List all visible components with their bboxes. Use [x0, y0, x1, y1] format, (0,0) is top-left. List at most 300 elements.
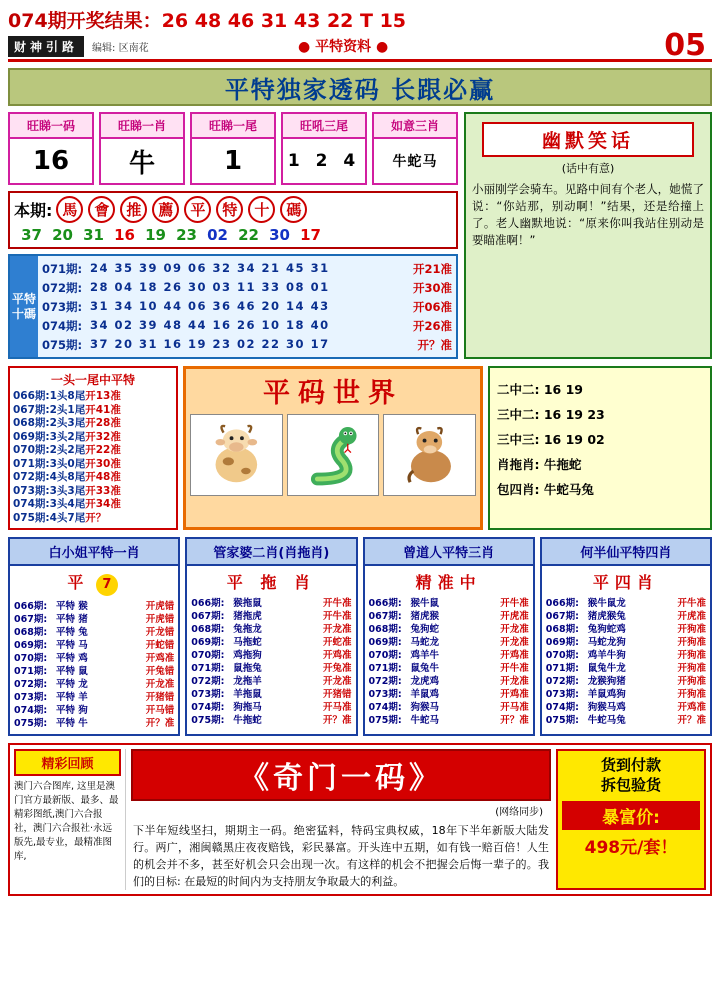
- forecast-pick: 鸡拖狗: [233, 650, 262, 661]
- main-banner: [8, 68, 712, 106]
- period-number: 19: [145, 226, 166, 244]
- forecast-result: 开虎错: [145, 601, 175, 612]
- forecast-column-title: 管家婆二肖(肖拖肖): [187, 539, 355, 566]
- forecast-row: [546, 675, 706, 688]
- head-tail-period: 067期:2头1尾: [13, 403, 86, 416]
- page-number: 05: [664, 28, 706, 63]
- forecast-period: 066期:: [191, 598, 225, 609]
- forecast-result: 开马准: [500, 702, 529, 713]
- ten-codes-result: 开21准: [412, 261, 452, 276]
- forecast-period: 066期:: [14, 601, 48, 612]
- forecast-pick: 马蛇龙: [410, 637, 440, 648]
- forecast-result: 开牛准: [322, 598, 352, 609]
- ten-codes-sequence: 34 02 39 48 44 16 26 10 18 40: [90, 317, 330, 332]
- forecast-result: 开龙准: [145, 679, 175, 690]
- forecast-sub-text: 平四肖: [592, 573, 659, 592]
- combo-tips-panel: [488, 366, 712, 530]
- forecast-period: 072期:: [545, 676, 579, 687]
- ten-codes-result: 开30准: [412, 280, 452, 295]
- forecast-pick: 羊拖鼠: [233, 689, 262, 700]
- forecast-result: 开狗准: [677, 663, 706, 674]
- circle-char: 平: [184, 196, 211, 223]
- forecast-row: [546, 597, 706, 610]
- forecast-row: [14, 652, 174, 665]
- ten-codes-sequence: 31 34 10 44 06 36 46 20 14 43: [90, 298, 330, 313]
- forecast-pick: 牛拖蛇: [233, 715, 262, 726]
- forecast-row: [369, 675, 529, 688]
- tipbox-code: [8, 112, 94, 185]
- combo-tip-line: 三中二: 16 19 23: [497, 407, 605, 422]
- forecast-row: [546, 701, 706, 714]
- forecast-result: 开龙准: [500, 624, 529, 635]
- forecast-period: 074期:: [191, 702, 225, 713]
- tipbox-zodiac: [99, 112, 185, 185]
- circle-char: 推: [120, 196, 147, 223]
- forecast-result: 开牛准: [677, 598, 706, 609]
- ten-codes-sequence: 24 35 39 09 06 32 34 21 45 31: [90, 260, 330, 275]
- forecast-result: 开兔错: [145, 666, 175, 677]
- header-subtitle: ● 平特资料 ●: [298, 39, 389, 55]
- forecast-pick: 平特 牛: [56, 718, 88, 729]
- ten-codes-row: [42, 335, 452, 354]
- ad-title: 《奇门一码》: [131, 749, 551, 801]
- snake-illustration: [287, 414, 380, 496]
- forecast-result: 开？准: [500, 715, 529, 726]
- circle-char: 特: [216, 196, 243, 223]
- forecast-row: [191, 688, 351, 701]
- forecast-row: [546, 662, 706, 675]
- draw-result-title: [8, 6, 712, 33]
- forecast-pick: 羊鼠鸡: [410, 689, 440, 700]
- forecast-period: 073期:: [368, 689, 402, 700]
- forecast-row: [14, 665, 174, 678]
- head-tail-row: [13, 431, 173, 445]
- forecast-period: 071期:: [545, 663, 579, 674]
- head-tail-row: [13, 471, 173, 485]
- ten-codes-sequence: 28 04 18 26 30 03 11 33 08 01: [90, 279, 330, 294]
- forecast-column-zengdaoren: [363, 537, 535, 736]
- humor-subtitle: (话中有意): [561, 162, 615, 175]
- head-tail-row: [13, 498, 173, 512]
- forecast-pick: 龙虎鸡: [410, 676, 440, 687]
- head-tail-period: 072期:4头8尾: [13, 471, 86, 483]
- forecast-row: [191, 636, 351, 649]
- head-tail-row: [13, 485, 173, 499]
- humor-title: 幽默笑话: [482, 122, 694, 157]
- forecast-period: 067期:: [14, 614, 48, 625]
- forecast-column-hebanxian: [540, 537, 712, 736]
- forecast-pick: 鼠拖兔: [233, 663, 262, 674]
- forecast-period: 067期:: [368, 611, 402, 622]
- forecast-columns: [8, 537, 712, 736]
- ten-codes-row: [42, 297, 452, 316]
- tipbox-three-zodiac-value: 牛蛇马: [392, 154, 438, 170]
- forecast-sub-text: 平 拖 肖: [226, 573, 316, 592]
- forecast-period: 073期:: [191, 689, 225, 700]
- humor-text: 小丽刚学会骑车。见路中间有个老人，她慌了说：“你站那，别动啊！”结果，还是给撞上了。老人幽默地说：“原来你叫我站住别动是要瞄准啊！”: [472, 182, 704, 247]
- period-number: 31: [83, 226, 104, 244]
- head-tail-title: 一头一尾中平特: [50, 373, 135, 387]
- forecast-period: 068期:: [545, 624, 579, 635]
- forecast-column-sub: [187, 566, 355, 595]
- forecast-column-title: 何半仙平特四肖: [542, 539, 710, 566]
- forecast-pick: 平特 鼠: [56, 666, 88, 677]
- tipbox-tail: [190, 112, 276, 185]
- forecast-row: [369, 688, 529, 701]
- main-banner-text: 平特独家透码 长跟必赢: [224, 75, 496, 104]
- forecast-result: 开鸡准: [500, 650, 529, 661]
- head-tail-result: 开32准: [85, 430, 121, 443]
- current-period-label: 本期:: [14, 201, 53, 220]
- head-tail-panel: [8, 366, 178, 530]
- forecast-period: 070期:: [14, 653, 48, 664]
- forecast-row: [191, 675, 351, 688]
- head-tail-result: 开41准: [85, 403, 121, 416]
- forecast-pick: 狗猴马: [410, 702, 440, 713]
- forecast-result: 开牛准: [500, 598, 529, 609]
- forecast-row: [14, 613, 174, 626]
- forecast-result: 开？准: [145, 718, 175, 729]
- forecast-pick: 鼠兔牛龙: [587, 663, 626, 674]
- forecast-result: 开鸡准: [677, 702, 706, 713]
- ad-delivery-line-2: 拆包验货: [600, 776, 661, 794]
- ten-codes-panel: [8, 254, 458, 359]
- head-tail-result: 开33准: [85, 484, 121, 497]
- forecast-row: [14, 717, 174, 730]
- forecast-row: [369, 636, 529, 649]
- forecast-result: 开龙错: [145, 627, 175, 638]
- forecast-pick: 牛蛇马: [410, 715, 440, 726]
- forecast-period: 071期:: [191, 663, 225, 674]
- ad-subtitle: (网络同步): [495, 807, 543, 818]
- forecast-column-sub: [365, 566, 533, 595]
- forecast-row: [546, 623, 706, 636]
- forecast-result: 开？准: [677, 715, 706, 726]
- forecast-row: [14, 678, 174, 691]
- head-tail-result: 开22准: [85, 444, 121, 456]
- forecast-pick: 平特 羊: [56, 692, 88, 703]
- forecast-result: 开鸡准: [145, 653, 175, 664]
- forecast-column-baixiaojie: [8, 537, 180, 736]
- head-tail-row: [13, 390, 173, 404]
- editor-label: 编辑: 区南花: [92, 43, 149, 54]
- forecast-column-guanjiapo: [185, 537, 357, 736]
- tipbox-three-tails-head: 旺吼三尾: [283, 114, 365, 139]
- forecast-result: 开龙准: [322, 624, 352, 635]
- forecast-pick: 兔拖龙: [233, 624, 262, 635]
- ten-codes-sequence: 37 20 31 16 19 23 02 22 30 17: [90, 336, 330, 351]
- forecast-row: [14, 626, 174, 639]
- forecast-period: 074期:: [368, 702, 402, 713]
- forecast-list: [10, 598, 178, 734]
- ad-price-label: 暴富价:: [562, 801, 700, 830]
- draw-result-numbers: 26 48 46 31 43 22 T 15: [161, 10, 407, 32]
- ten-codes-period: 072期:: [42, 280, 83, 295]
- forecast-period: 075期:: [368, 715, 402, 726]
- forecast-period: 067期:: [191, 611, 225, 622]
- forecast-result: 开兔准: [322, 663, 352, 674]
- middle-section: [8, 366, 712, 530]
- forecast-period: 069期:: [14, 640, 48, 651]
- forecast-period: 072期:: [14, 679, 48, 690]
- ten-codes-result: 开？准: [417, 337, 452, 352]
- pingma-world-panel: [183, 366, 483, 530]
- head-tail-result: 开48准: [85, 471, 121, 483]
- forecast-pick: 兔狗蛇鸡: [587, 624, 626, 635]
- tipbox-three-zodiac: [372, 112, 458, 185]
- forecast-result: 开牛准: [500, 663, 529, 674]
- forecast-row: [546, 610, 706, 623]
- forecast-row: [191, 701, 351, 714]
- forecast-pick: 平特 鸡: [56, 653, 88, 664]
- forecast-row: [546, 636, 706, 649]
- forecast-pick: 龙拖羊: [233, 676, 262, 687]
- ten-codes-period: 074期:: [42, 318, 83, 333]
- forecast-row: [369, 649, 529, 662]
- forecast-result: 开牛准: [322, 611, 352, 622]
- head-tail-period: 075期:4头7尾: [13, 511, 86, 524]
- forecast-row: [14, 704, 174, 717]
- forecast-pick: 平特 狗: [56, 705, 88, 716]
- pingma-world-images: [186, 410, 480, 500]
- forecast-period: 072期:: [368, 676, 402, 687]
- tipbox-three-tails-value: 1 2 4: [287, 151, 361, 171]
- forecast-result: 开龙准: [500, 637, 529, 648]
- forecast-period: 070期:: [191, 650, 225, 661]
- forecast-period: 066期:: [545, 598, 579, 609]
- period-number: 17: [300, 226, 321, 244]
- circle-char: 十: [248, 196, 275, 223]
- cow-illustration: [190, 414, 283, 496]
- forecast-column-title: 曾道人平特三肖: [365, 539, 533, 566]
- ten-codes-result: 开26准: [412, 318, 452, 333]
- ten-codes-side-label: 平特十碼: [10, 256, 38, 357]
- tipbox-tail-value: 1: [223, 146, 243, 176]
- forecast-row: [369, 714, 529, 727]
- forecast-pick: 猴牛鼠龙: [587, 598, 626, 609]
- forecast-row: [191, 623, 351, 636]
- head-tail-period: 071期:3头0尾: [13, 457, 86, 470]
- forecast-result: 开鸡准: [322, 650, 352, 661]
- period-number: 37: [21, 226, 42, 244]
- forecast-period: 071期:: [14, 666, 48, 677]
- forecast-row: [369, 610, 529, 623]
- forecast-pick: 马拖蛇: [233, 637, 262, 648]
- bottom-ad-section: [8, 743, 712, 896]
- forecast-result: 开龙准: [322, 676, 352, 687]
- forecast-pick: 平特 兔: [56, 627, 88, 638]
- humor-column: [464, 112, 712, 359]
- ten-codes-row: [42, 316, 452, 335]
- tipbox-three-tails: [281, 112, 367, 185]
- forecast-result: 开蛇准: [322, 637, 352, 648]
- forecast-pick: 猪拖虎: [233, 611, 262, 622]
- head-tail-row: [13, 444, 173, 458]
- forecast-result: 开马准: [322, 702, 352, 713]
- forecast-row: [14, 639, 174, 652]
- forecast-row: [191, 649, 351, 662]
- ad-price-panel: [556, 749, 706, 890]
- combo-tip-line: 二中二: 16 19: [497, 382, 583, 397]
- forecast-row: [369, 623, 529, 636]
- horse-illustration: [383, 414, 476, 496]
- ad-price-value: 498元/套！: [584, 838, 678, 858]
- forecast-row: [546, 688, 706, 701]
- head-tail-period: 074期:3头4尾: [13, 498, 86, 510]
- forecast-pick: 龙猴狗猪: [587, 676, 626, 687]
- period-number: 16: [114, 226, 135, 244]
- ten-codes-period: 073期:: [42, 299, 83, 314]
- forecast-row: [369, 662, 529, 675]
- ten-codes-row: [42, 259, 452, 278]
- forecast-pick: 猪虎猴: [410, 611, 440, 622]
- ad-body-text: 下半年短线坚扫，期期主一码。绝密猛料，特码宝典权威，18年下半年新版大陆发行。两广，湘闽赣黑庄夜夜赔钱，彩民暴富。开头连中五期，如有钱一赔百倍！人生的机会并不多，甚至好机会只会出现一次。有这样的机会不把握会后悔一辈子的。我们的目标: 在最短的时间内为支持朋友争取最大的利益。: [133, 824, 549, 888]
- forecast-pick: 鼠兔牛: [410, 663, 440, 674]
- forecast-pick: 平特 马: [56, 640, 88, 651]
- head-tail-result: 开？: [85, 511, 107, 524]
- ten-codes-period: 075期:: [42, 337, 83, 352]
- head-tail-row: [13, 404, 173, 418]
- forecast-period: 075期:: [14, 718, 48, 729]
- head-tail-result: 开28准: [85, 417, 121, 429]
- head-tail-row: [13, 458, 173, 472]
- forecast-pick: 猴拖鼠: [233, 598, 262, 609]
- review-text: 澳门六合图库, 这里是澳门官方最新版、最多、最精彩图纸,澳门六合报社，澳门六合报社·永远版先,最专业，最精准图库,: [14, 781, 119, 862]
- forecast-pick: 平特 猴: [56, 601, 88, 612]
- forecast-pick: 马蛇龙狗: [587, 637, 626, 648]
- forecast-pick: 鸡羊牛: [410, 650, 440, 661]
- brand-logo: 财神引路: [8, 36, 84, 57]
- current-period-circles-row: [14, 196, 452, 223]
- forecast-pick: 狗拖马: [233, 702, 262, 713]
- forecast-result: 开猪错: [145, 692, 175, 703]
- period-number: 30: [269, 226, 290, 244]
- current-period-numbers: [14, 226, 452, 244]
- tipbox-three-zodiac-head: 如意三肖: [374, 114, 456, 139]
- humor-panel: [464, 112, 712, 359]
- pingma-world-title: 平码世界: [263, 378, 403, 409]
- forecast-column-title: 白小姐平特一肖: [10, 539, 178, 566]
- forecast-period: 067期:: [545, 611, 579, 622]
- tipbox-zodiac-value: 牛: [128, 148, 155, 179]
- head-tail-period: 073期:3头3尾: [13, 484, 86, 497]
- forecast-row: [14, 691, 174, 704]
- forecast-period: 075期:: [191, 715, 225, 726]
- tipbox-tail-head: 旺睇一尾: [192, 114, 274, 139]
- forecast-result: 开狗准: [677, 637, 706, 648]
- left-column: [8, 112, 458, 359]
- forecast-period: 068期:: [14, 627, 48, 638]
- circle-char: 碼: [280, 196, 307, 223]
- forecast-list: [365, 595, 533, 731]
- forecast-row: [369, 597, 529, 610]
- page-header: [8, 6, 712, 62]
- forecast-period: 068期:: [191, 624, 225, 635]
- forecast-result: 开狗准: [677, 624, 706, 635]
- tipbox-code-value: 16: [32, 146, 70, 176]
- forecast-result: 开？准: [322, 715, 352, 726]
- forecast-row: [191, 597, 351, 610]
- forecast-pick: 鸡羊牛狗: [587, 650, 626, 661]
- period-number: 02: [207, 226, 228, 244]
- forecast-period: 069期:: [545, 637, 579, 648]
- forecast-period: 066期:: [368, 598, 402, 609]
- forecast-row: [546, 714, 706, 727]
- head-tail-period: 068期:2头3尾: [13, 417, 86, 429]
- review-panel: [14, 749, 126, 890]
- forecast-period: 068期:: [368, 624, 402, 635]
- forecast-row: [191, 610, 351, 623]
- ten-codes-period: 071期:: [42, 261, 83, 276]
- forecast-result: 开虎错: [145, 614, 175, 625]
- forecast-row: [14, 600, 174, 613]
- ad-delivery-line-1: 货到付款: [600, 756, 661, 774]
- tipbox-zodiac-head: 旺睇一肖: [101, 114, 183, 139]
- combo-tip-line: 包四肖: 牛蛇马兔: [497, 482, 594, 497]
- forecast-result: 开蛇错: [145, 640, 175, 651]
- forecast-pick: 猴牛鼠: [410, 598, 440, 609]
- forecast-list: [542, 595, 710, 731]
- forecast-period: 075期:: [545, 715, 579, 726]
- forecast-pick: 羊鼠鸡狗: [587, 689, 626, 700]
- tipbox-group: [8, 112, 458, 185]
- forecast-result: 开虎准: [500, 611, 529, 622]
- forecast-sub-ball: 7: [96, 574, 118, 596]
- combo-tip-line: 肖拖肖: 牛拖蛇: [497, 457, 582, 472]
- forecast-period: 074期:: [14, 705, 48, 716]
- current-period-panel: [8, 191, 458, 249]
- forecast-pick: 狗猴马鸡: [587, 702, 626, 713]
- forecast-period: 072期:: [191, 676, 225, 687]
- forecast-column-sub: [10, 566, 178, 598]
- ten-codes-row: [42, 278, 452, 297]
- head-tail-result: 开13准: [85, 390, 121, 402]
- combo-tip-line: 三中三: 16 19 02: [497, 432, 605, 447]
- forecast-list: [187, 595, 355, 731]
- head-tail-period: 070期:2头2尾: [13, 444, 86, 456]
- forecast-result: 开猪错: [322, 689, 352, 700]
- forecast-sub-text: 精准中: [415, 573, 482, 592]
- forecast-pick: 牛蛇马兔: [587, 715, 626, 726]
- forecast-row: [191, 714, 351, 727]
- period-number: 22: [238, 226, 259, 244]
- forecast-row: [546, 649, 706, 662]
- head-tail-period: 069期:3头2尾: [13, 430, 86, 443]
- period-number: 23: [176, 226, 197, 244]
- tipbox-code-head: 旺睇一码: [10, 114, 92, 139]
- ten-codes-result: 开06准: [412, 299, 452, 314]
- forecast-result: 开马错: [145, 705, 175, 716]
- forecast-pick: 兔狗蛇: [410, 624, 440, 635]
- forecast-period: 074期:: [545, 702, 579, 713]
- ten-codes-body: [38, 256, 456, 357]
- draw-result-label: 074期开奖结果：: [8, 10, 162, 32]
- period-number: 20: [52, 226, 73, 244]
- forecast-pick: 平特 龙: [56, 679, 88, 690]
- head-tail-row: [13, 417, 173, 431]
- ad-main-panel: [131, 749, 551, 890]
- forecast-result: 开狗准: [677, 650, 706, 661]
- head-tail-result: 开34准: [85, 498, 121, 510]
- forecast-sub-text: 平: [67, 573, 90, 592]
- forecast-period: 073期:: [545, 689, 579, 700]
- forecast-period: 070期:: [368, 650, 402, 661]
- forecast-result: 开狗准: [677, 689, 706, 700]
- forecast-row: [191, 662, 351, 675]
- forecast-pick: 猪虎猴兔: [587, 611, 626, 622]
- forecast-column-sub: [542, 566, 710, 595]
- circle-char: 薦: [152, 196, 179, 223]
